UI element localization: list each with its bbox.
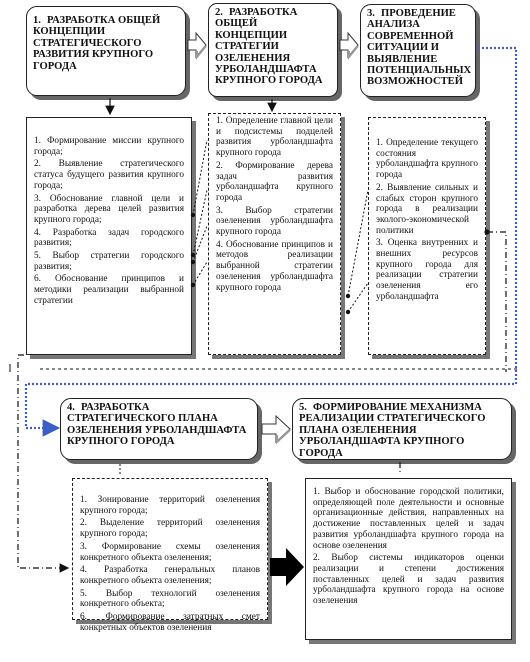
- list-item: 6. Формирование затратных смет конкретных объектов озеленения: [80, 612, 260, 633]
- block-arrow-2-3: [340, 33, 358, 57]
- list-item: 2. Выявление стратегического статуса будущего развития крупного города;: [34, 159, 184, 191]
- list-item: 1. Зонирование территорий озеленения крупного города;: [80, 495, 260, 516]
- list-item: 1. Формирование миссии крупного города;: [34, 136, 184, 157]
- stage-3-text: 3. ПРОВЕДЕНИЕ АНАЛИЗА СОВРЕМЕННОЙ СИТУАЦИИ И ВЫЯВЛЕНИЕ ПОТЕНЦИАЛЬНЫХ ВОЗМОЖНОСТЕЙ: [367, 8, 472, 88]
- list-item: 1. Выбор и обоснование городской политики, определяющей поле деятельности и основные организационные действия, направленных на достижение поставленных целей и задач развития урболандшафта крупного города на основе озеленения: [313, 487, 504, 551]
- list-item: 2. Выявление сильных и слабых сторон крупного города в реализации эколого-экономической политики: [376, 182, 478, 236]
- stage-5-box: [292, 398, 512, 460]
- list-item: 4. Обоснование принципов и методов реализации выбранной стратегии озеленения урболандшафта крупного города: [216, 239, 333, 293]
- big-arrow-4-5: [270, 548, 304, 586]
- stage-3-details: [368, 117, 486, 355]
- list-item: 1. Определение текущего состояния урболандшафта крупного города: [376, 138, 478, 181]
- list-item: 2. Выбор системы индикаторов оценки реализации и степени достижения поставленных целей и задач развития урболандшафта крупного города на основе озеленения: [313, 553, 504, 607]
- stage-2-box: [208, 3, 338, 97]
- list-item: 4. Разработка задач городского развития;: [34, 227, 184, 249]
- stage-2-details: [208, 113, 341, 355]
- stage-1-box: [26, 6, 186, 96]
- stage-4-details: [72, 478, 268, 633]
- list-item: 3. Формирование схемы озеленения конкретного объекта озеленения;: [80, 541, 260, 563]
- stage-2-text: 2. РАЗРАБОТКА ОБЩЕЙ КОНЦЕПЦИИ СТРАТЕГИИ ОЗЕЛЕНЕНИЯ УРБОЛАНДШАФТА КРУПНОГО ГОРОДА: [215, 7, 323, 87]
- list-item: 3. Выбор стратегии озеленения урболандшафта крупного города: [216, 205, 333, 238]
- stage-5-details: [305, 478, 512, 640]
- list-item: 2. Выделение территорий озеленения крупного города;: [80, 518, 260, 540]
- list-item: 6. Обоснование принципов и методики реализации выбранной стратегии: [34, 274, 184, 306]
- list-item: 2. Формирование дерева задач развития урболандшафта крупного города: [216, 160, 333, 203]
- stage-3-box: [360, 4, 476, 97]
- stage-4-box: [60, 398, 258, 460]
- list-item: 4. Разработка генеральных планов конкретного объекта озеленения;: [80, 565, 260, 586]
- list-item: 5. Выбор стратегии городского развития;: [34, 251, 184, 272]
- list-item: 3. Оценка внутренних и внешних ресурсов крупного города для реализации стратегии озеленения его урболандшафта: [376, 238, 478, 302]
- stage-1-text: 1. РАЗРАБОТКА ОБЩЕЙ КОНЦЕПЦИИ СТРАТЕГИЧЕСКОГО РАЗВИТИЯ КРУПНОГО ГОРОДА: [33, 15, 161, 72]
- list-item: 1. Определение главной цели и подсистемы подцелей развития урболандшафта крупного города: [216, 116, 333, 159]
- stage-1-details: [26, 117, 192, 355]
- list-item: 5. Выбор технологий озеленения конкретного объекта;: [80, 588, 260, 610]
- block-arrow-1-2: [188, 33, 206, 57]
- block-arrow-4-5: [262, 416, 290, 442]
- list-item: 3. Обоснование главной цели и разработка дерева целей развития крупного города;: [34, 193, 184, 225]
- stage-5-text: 5. ФОРМИРОВАНИЕ МЕХАНИЗМА РЕАЛИЗАЦИИ СТРАТЕГИЧЕСКОГО ПЛАНА ОЗЕЛЕНЕНИЯ УРБОЛАНДШАФТА КРУПНОГО ГОРОДА: [299, 402, 486, 459]
- stage-4-text: 4. РАЗРАБОТКА СТРАТЕГИЧЕСКОГО ПЛАНА ОЗЕЛЕНЕНИЯ УРБОЛАНДШАФТА КРУПНОГО ГОРОДА: [67, 402, 247, 448]
